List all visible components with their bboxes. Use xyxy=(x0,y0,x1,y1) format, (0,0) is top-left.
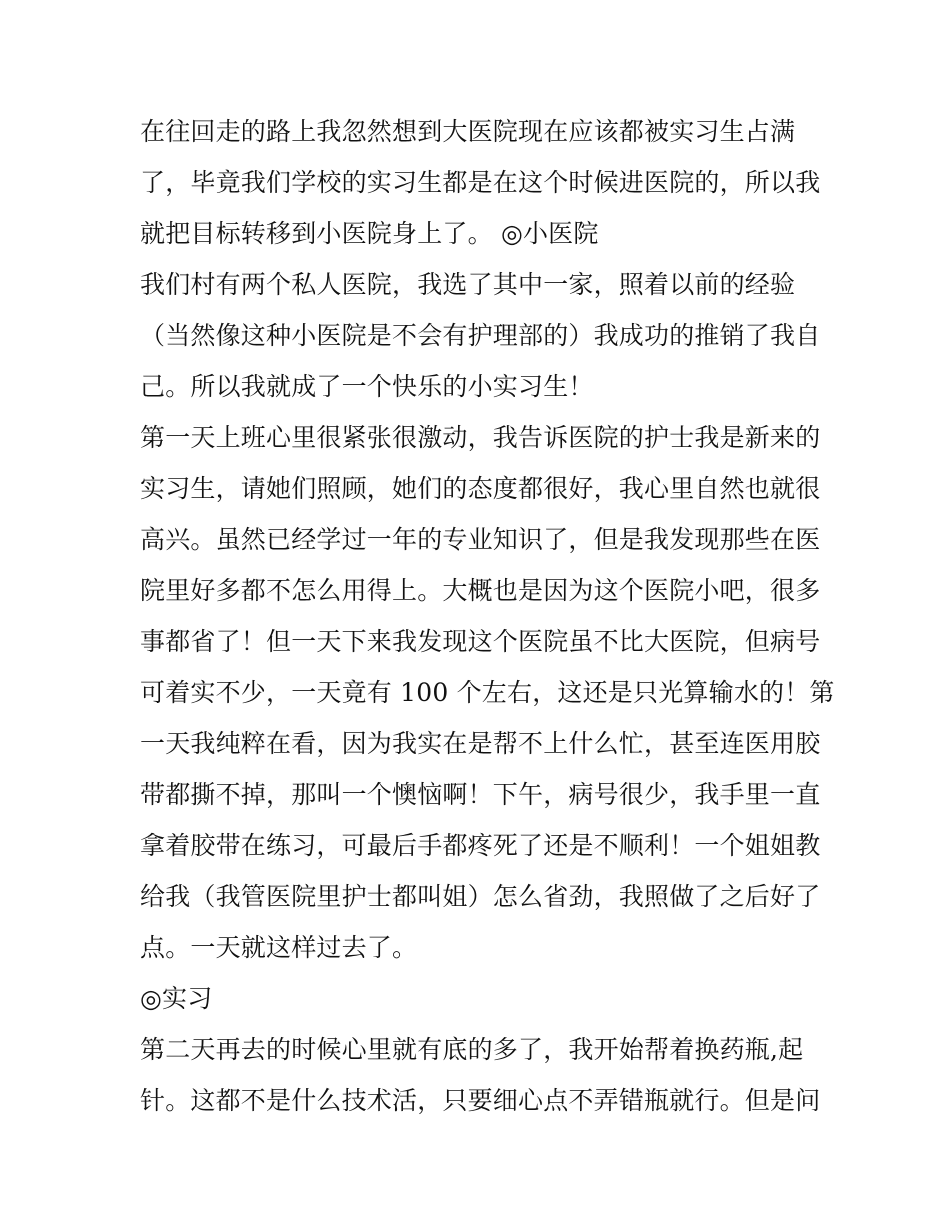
text-line: 实习生，请她们照顾，她们的态度都很好，我心里自然也就很 xyxy=(140,474,821,503)
text-line: 给我（我管医院里护士都叫姐）怎么省劲，我照做了之后好了 xyxy=(140,882,821,911)
text-line: 第一天上班心里很紧张很激动，我告诉医院的护士我是新来的 xyxy=(140,423,821,452)
text-line: 拿着胶带在练习，可最后手都疼死了还是不顺利！一个姐姐教 xyxy=(140,831,821,860)
text-line: 针。这都不是什么技术活，只要细心点不弄错瓶就行。但是问 xyxy=(140,1086,821,1115)
text-line: 我们村有两个私人医院，我选了其中一家，照着以前的经验 xyxy=(140,270,796,299)
text-line: 院里好多都不怎么用得上。大概也是因为这个医院小吧，很多 xyxy=(140,576,821,605)
text-line: 第二天再去的时候心里就有底的多了，我开始帮着换药瓶,起 xyxy=(140,1035,804,1064)
text-line: 可着实不少，一天竟有 100 个左右，这还是只光算输水的！第 xyxy=(140,678,835,707)
text-line: 事都省了！但一天下来我发现这个医院虽不比大医院，但病号 xyxy=(140,627,821,656)
text-line: 带都撕不掉，那叫一个懊恼啊！下午，病号很少，我手里一直 xyxy=(140,780,821,809)
text-line: 了，毕竟我们学校的实习生都是在这个时候进医院的，所以我 xyxy=(140,168,821,197)
text-line: 高兴。虽然已经学过一年的专业知识了，但是我发现那些在医 xyxy=(140,525,821,554)
text-line: 就把目标转移到小医院身上了。 ◎小医院 xyxy=(140,219,599,248)
body-text xyxy=(140,106,835,1126)
text-line: 一天我纯粹在看，因为我实在是帮不上什么忙，甚至连医用胶 xyxy=(140,729,821,758)
text-line: （当然像这种小医院是不会有护理部的）我成功的推销了我自 xyxy=(140,321,821,350)
text-line: ◎实习 xyxy=(140,984,213,1013)
text-line: 己。所以我就成了一个快乐的小实习生！ xyxy=(140,372,594,401)
text-line: 点。一天就这样过去了。 xyxy=(140,933,418,962)
text-line: 在往回走的路上我忽然想到大医院现在应该都被实习生占满 xyxy=(140,117,796,146)
